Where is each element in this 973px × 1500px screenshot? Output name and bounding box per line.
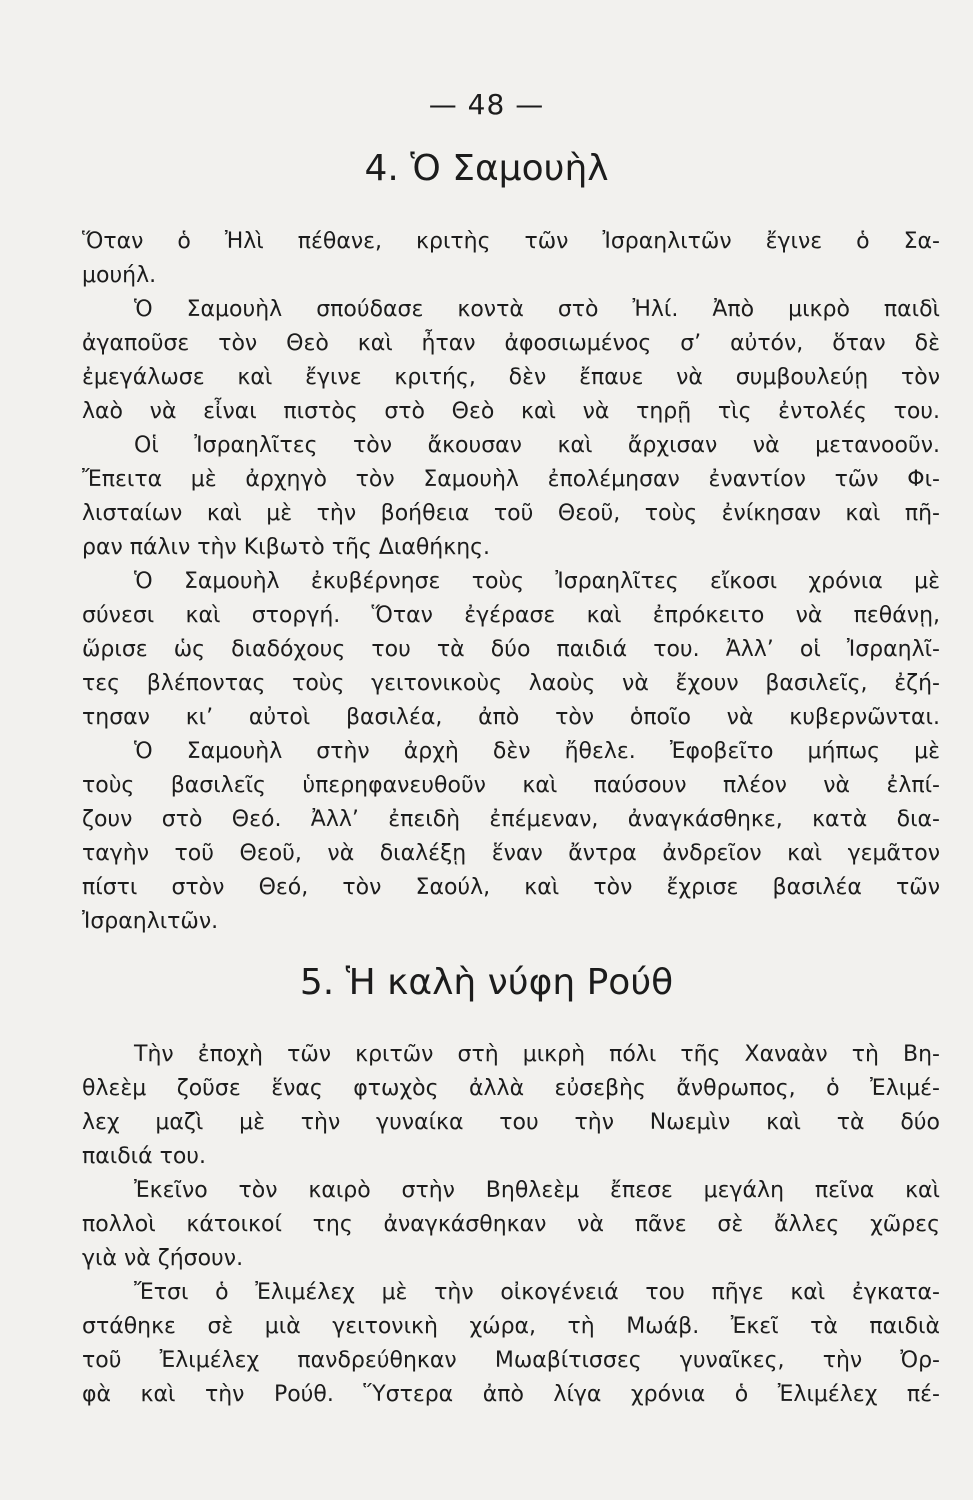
text-line: λεχ μαζὶ μὲ τὴν γυναίκα του τὴν Νωεμὶν καὶ τὰ δύο xyxy=(82,1110,940,1135)
text-line: ζουν στὸ Θεό. Ἀλλ’ ἐπειδὴ ἐπέμεναν, ἀναγκάσθηκε, κατὰ δια- xyxy=(82,807,940,832)
text-line: πίστι στὸν Θεό, τὸν Σαούλ, καὶ τὸν ἔχρισε βασιλέα τῶν xyxy=(82,875,940,900)
text-line: φὰ καὶ τὴν Ρούθ. Ὕστερα ἀπὸ λίγα χρόνια ὁ Ἐλιμέλεχ πέ- xyxy=(82,1382,940,1407)
text-line: Ἔπειτα μὲ ἀρχηγὸ τὸν Σαμουὴλ ἐπολέμησαν ἐναντίον τῶν Φι- xyxy=(82,467,940,492)
text-line: σύνεσι καὶ στοργή. Ὅταν ἐγέρασε καὶ ἐπρόκειτο νὰ πεθάνῃ, xyxy=(82,603,940,628)
section-title-ruth: 5. Ἡ καλὴ νύφη Ρούθ xyxy=(299,962,674,1003)
section-title-samuel: 4. Ὁ Σαμουὴλ xyxy=(364,148,609,189)
text-line: τοῦ Ἐλιμέλεχ πανδρεύθηκαν Μωαβίτισσες γυναῖκες, τὴν Ὀρ- xyxy=(82,1348,940,1373)
text-line: ἀγαποῦσε τὸν Θεὸ καὶ ἦταν ἀφοσιωμένος σ’ αὐτόν, ὅταν δὲ xyxy=(82,331,940,356)
text-line: Οἱ Ἰσραηλῖτες τὸν ἄκουσαν καὶ ἄρχισαν νὰ μετανοοῦν. xyxy=(134,433,940,458)
text-line: Ἔτσι ὁ Ἐλιμέλεχ μὲ τὴν οἰκογένειά του πῆγε καὶ ἐγκατα- xyxy=(134,1280,940,1305)
text-line: ραν πάλιν τὴν Κιβωτὸ τῆς Διαθήκης. xyxy=(82,535,491,560)
text-line: Ὅταν ὁ Ἠλὶ πέθανε, κριτὴς τῶν Ἰσραηλιτῶν ἔγινε ὁ Σα- xyxy=(82,229,940,254)
text-line: μουήλ. xyxy=(82,263,157,288)
text-line: λαὸ νὰ εἶναι πιστὸς στὸ Θεὸ καὶ νὰ τηρῇ τὶς ἐντολές του. xyxy=(82,399,940,424)
text-line: Τὴν ἐποχὴ τῶν κριτῶν στὴ μικρὴ πόλι τῆς Χαναὰν τὴ Βη- xyxy=(134,1042,940,1067)
text-line: παιδιά του. xyxy=(82,1144,207,1169)
text-line: ταγὴν τοῦ Θεοῦ, νὰ διαλέξῃ ἕναν ἄντρα ἀνδρεῖον καὶ γεμᾶτον xyxy=(82,841,940,866)
page-number: — 48 — xyxy=(428,88,545,121)
text-line: γιὰ νὰ ζήσουν. xyxy=(82,1246,244,1271)
text-line: τοὺς βασιλεῖς ὑπερηφανευθοῦν καὶ παύσουν πλέον νὰ ἐλπί- xyxy=(82,773,940,798)
section-body-ruth xyxy=(82,1038,940,1412)
text-line: Ὁ Σαμουὴλ ἐκυβέρνησε τοὺς Ἰσραηλῖτες εἴκοσι χρόνια μὲ xyxy=(134,569,940,594)
text-line: ὥρισε ὡς διαδόχους του τὰ δύο παιδιά του. Ἀλλ’ οἱ Ἰσραηλῖ- xyxy=(82,637,940,662)
text-line: τες βλέποντας τοὺς γειτονικοὺς λαοὺς νὰ ἔχουν βασιλεῖς, ἐζή- xyxy=(82,671,940,696)
text-line: πολλοὶ κάτοικοί της ἀναγκάσθηκαν νὰ πᾶνε σὲ ἄλλες χῶρες xyxy=(82,1212,940,1237)
text-line: Ὁ Σαμουὴλ στὴν ἀρχὴ δὲν ἤθελε. Ἐφοβεῖτο μήπως μὲ xyxy=(134,739,940,764)
section-body-samuel xyxy=(82,225,940,939)
text-line: τησαν κι’ αὐτοὶ βασιλέα, ἀπὸ τὸν ὁποῖο νὰ κυβερνῶνται. xyxy=(82,705,940,730)
text-line: στάθηκε σὲ μιὰ γειτονικὴ χώρα, τὴ Μωάβ. Ἐκεῖ τὰ παιδιὰ xyxy=(82,1314,940,1339)
text-line: θλεὲμ ζοῦσε ἕνας φτωχὸς ἀλλὰ εὐσεβὴς ἄνθρωπος, ὁ Ἐλιμέ- xyxy=(82,1076,940,1101)
text-line: Ἐκεῖνο τὸν καιρὸ στὴν Βηθλεὲμ ἔπεσε μεγάλη πεῖνα καὶ xyxy=(134,1178,940,1203)
text-line: Ὁ Σαμουὴλ σπούδασε κοντὰ στὸ Ἠλί. Ἀπὸ μικρὸ παιδὶ xyxy=(134,297,940,322)
text-line: Ἰσραηλιτῶν. xyxy=(82,909,219,934)
text-line: ἐμεγάλωσε καὶ ἔγινε κριτής, δὲν ἔπαυε νὰ συμβουλεύῃ τὸν xyxy=(82,365,940,390)
text-line: λισταίων καὶ μὲ τὴν βοήθεια τοῦ Θεοῦ, τοὺς ἐνίκησαν καὶ πῆ- xyxy=(82,501,940,526)
